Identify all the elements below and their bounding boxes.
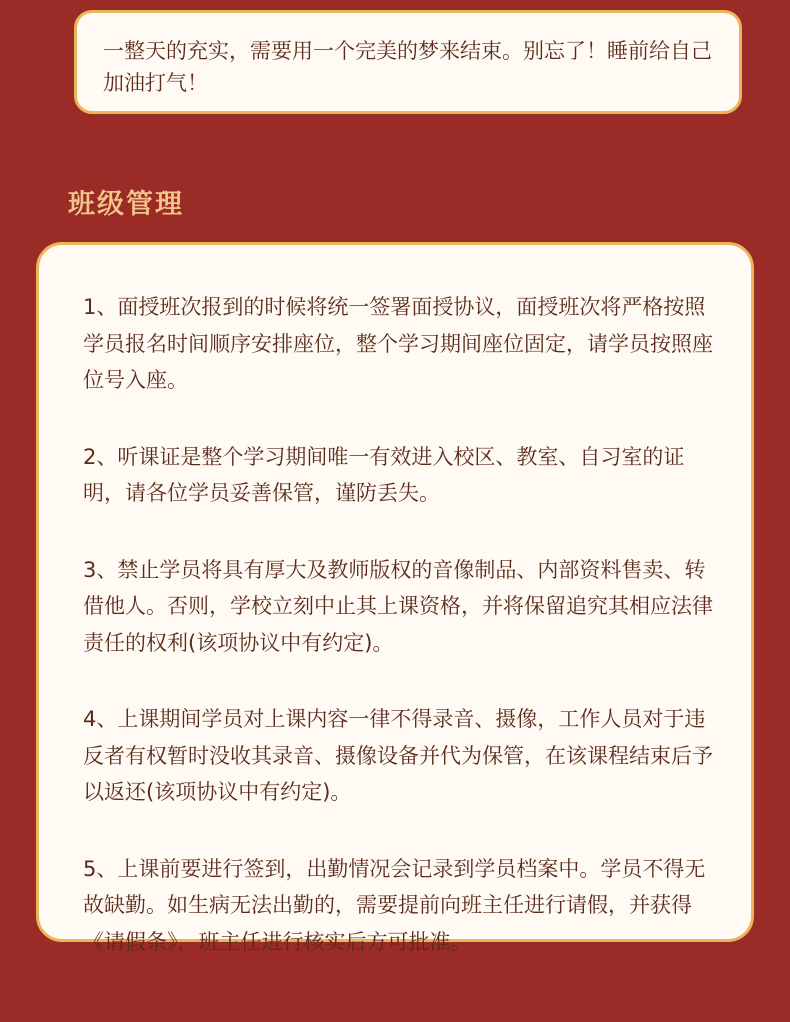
rule-item: 3、禁止学员将具有厚大及教师版权的音像制品、内部资料售卖、转借他人。否则，学校立刻中止其上课资格，并将保留追究其相应法律责任的权利(该项协议中有约定)。 xyxy=(83,557,713,655)
intro-text: 一整天的充实，需要用一个完美的梦来结束。别忘了！睡前给自己加油打气！ xyxy=(103,39,712,95)
rule-item: 4、上课期间学员对上课内容一律不得录音、摄像，工作人员对于违反者有权暂时没收其录音、摄像设备并代为保管，在该课程结束后予以返还(该项协议中有约定)。 xyxy=(83,707,713,804)
section-title: 班级管理 xyxy=(68,189,184,220)
intro-card xyxy=(74,10,742,114)
rule-item: 2、听课证是整个学习期间唯一有效进入校区、教室、自习室的证明，请各位学员妥善保管，谨防丢失。 xyxy=(83,444,685,505)
rule-item: 1、面授班次报到的时候将统一签署面授协议，面授班次将严格按照学员报名时间顺序安排座位，整个学习期间座位固定，请学员按照座位号入座。 xyxy=(83,295,713,392)
rules-card xyxy=(36,242,754,954)
rule-item: 5、上课前要进行签到，出勤情况会记录到学员档案中。学员不得无故缺勤。如生病无法出勤的，需要提前向班主任进行请假，并获得《请假条》，班主任进行核实后方可批准。 xyxy=(83,856,706,954)
